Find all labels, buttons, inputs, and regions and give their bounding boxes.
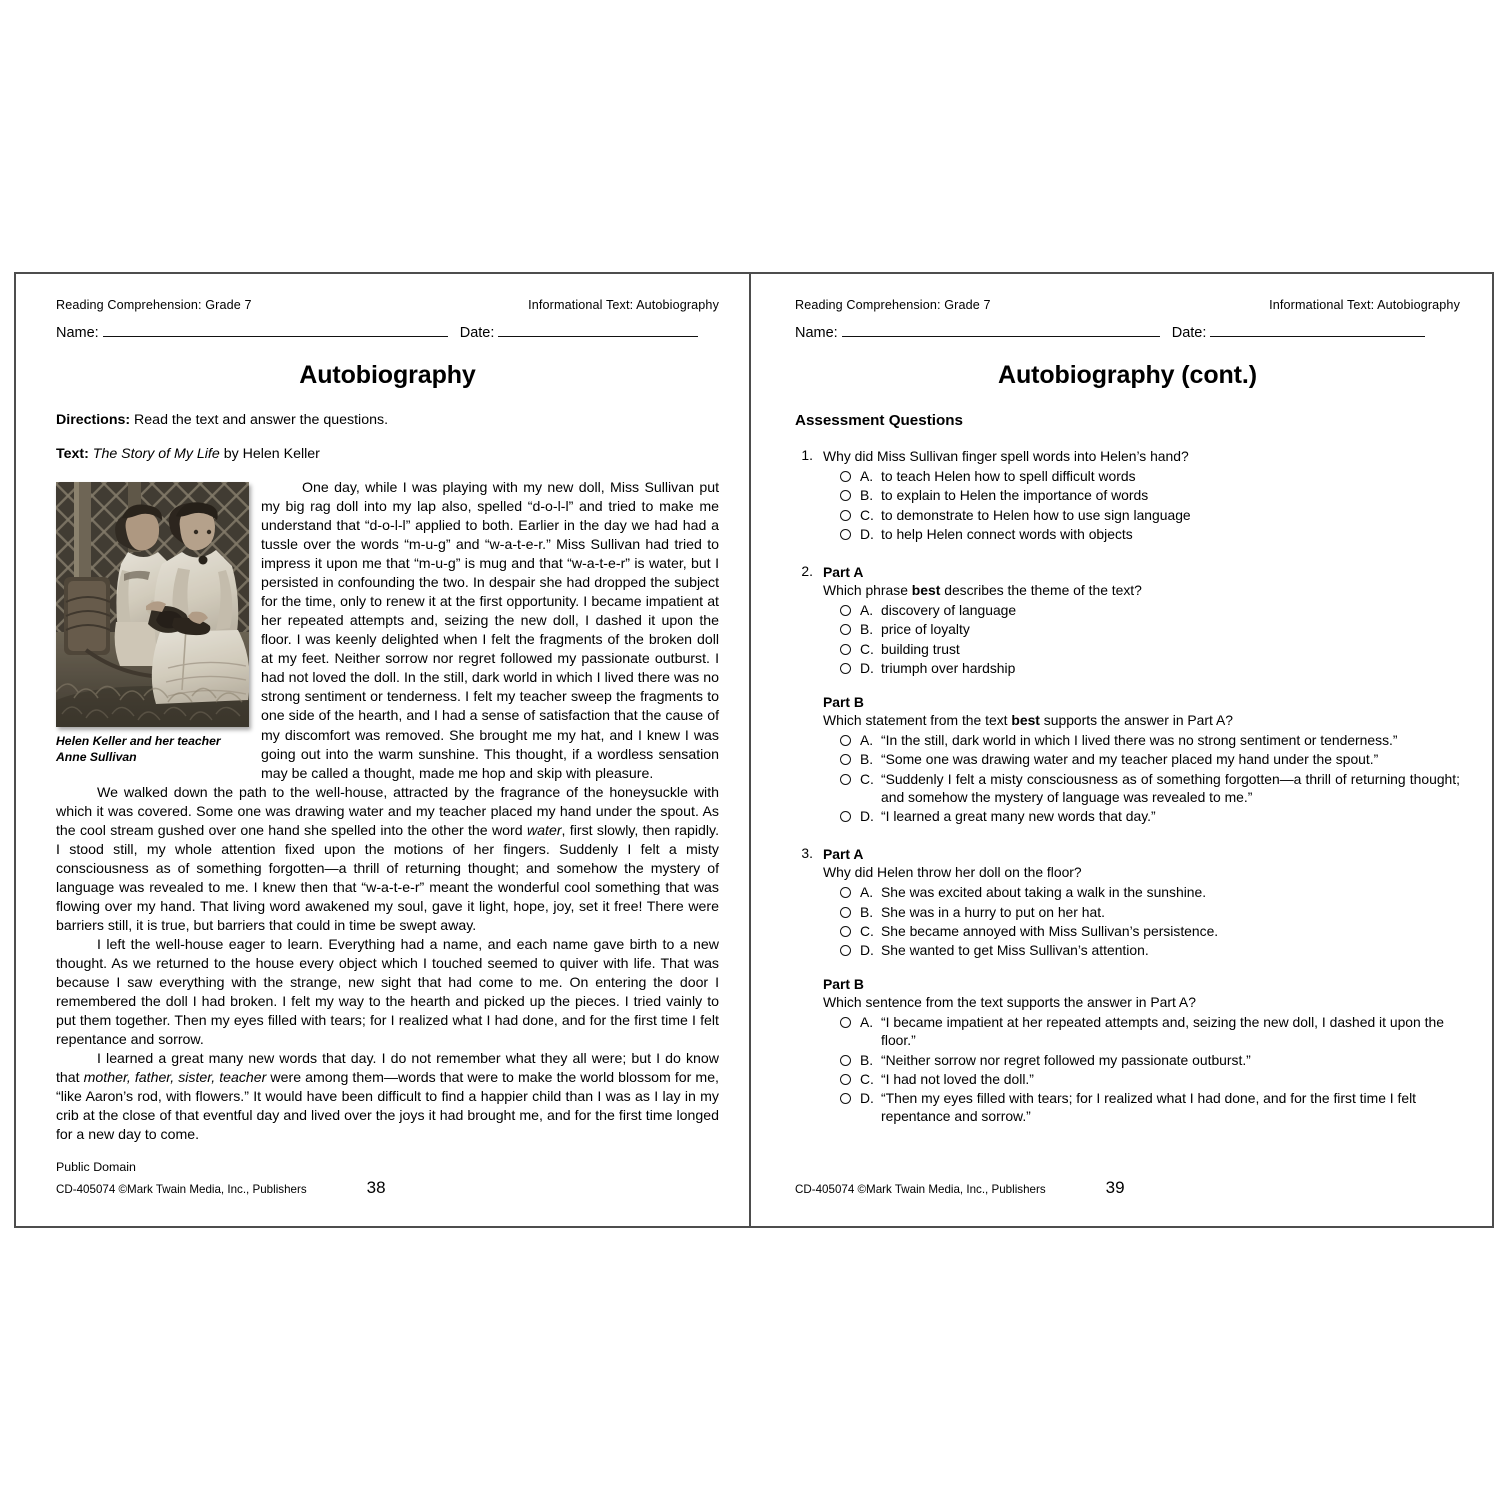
directions bbox=[56, 412, 719, 428]
name-input-line[interactable] bbox=[103, 335, 448, 337]
passage-p2-part-a: We walked down the path to the well-house, attracted by the fragrance of the honeysuckle with which it was covered. Some one was drawing water and my teacher placed my hand under the spout. As the cool stream gushed over one hand she spelled into the other the word bbox=[56, 783, 719, 838]
choice-option[interactable] bbox=[823, 807, 1460, 825]
caption-line-2: Anne Sullivan bbox=[56, 749, 137, 764]
choice-letter: B. bbox=[860, 903, 874, 920]
choice-text: “Then my eyes filled with tears; for I realized what I had done, and for the first time I felt repentance and sorrow.” bbox=[881, 1090, 1417, 1125]
date-input-line[interactable] bbox=[1210, 335, 1425, 337]
choice-text: building trust bbox=[881, 640, 960, 657]
page-footer bbox=[56, 1178, 719, 1198]
radio-bubble-icon[interactable] bbox=[840, 926, 851, 937]
part-a-label: Part A bbox=[823, 564, 864, 580]
page-title: Autobiography bbox=[299, 361, 476, 390]
page-footer bbox=[795, 1178, 1460, 1198]
choice-text: She became annoyed with Miss Sullivan’s persistence. bbox=[881, 922, 1219, 939]
passage-paragraph-2 bbox=[56, 783, 719, 935]
page-number: 39 bbox=[1105, 1178, 1125, 1197]
choice-text: She wanted to get Miss Sullivan’s attention. bbox=[881, 941, 1149, 958]
passage-paragraph-4 bbox=[56, 1049, 719, 1144]
choice-option[interactable] bbox=[823, 903, 1460, 921]
choice-option[interactable] bbox=[823, 506, 1460, 524]
photo-illustration bbox=[56, 482, 249, 727]
header-course-label: Reading Comprehension: Grade 7 bbox=[795, 298, 991, 312]
choice-group bbox=[823, 1013, 1460, 1125]
stem-post: describes the theme of the text? bbox=[940, 582, 1142, 599]
passage-p4-italic-words: mother, father, sister, teacher bbox=[83, 1069, 267, 1086]
choice-letter: A. bbox=[860, 884, 874, 901]
part-b-stem: Which sentence from the text supports the answer in Part A? bbox=[823, 994, 1196, 1011]
question-number: 1. bbox=[801, 447, 813, 464]
question-number: 2. bbox=[801, 563, 813, 579]
choice-letter: D. bbox=[860, 525, 874, 542]
choice-letter: D. bbox=[860, 941, 874, 958]
choice-option[interactable] bbox=[823, 601, 1460, 619]
choice-letter: B. bbox=[860, 621, 874, 638]
radio-bubble-icon[interactable] bbox=[840, 624, 851, 635]
radio-bubble-icon[interactable] bbox=[840, 887, 851, 898]
header-genre-label: Informational Text: Autobiography bbox=[1269, 298, 1460, 312]
passage-p2-part-b: , first slowly, then rapidly. I stood still, my whole attention fixed upon the motions of her fingers. Suddenly I felt a misty consciousness as of something forgotten—a thrill of returning thought; and somehow the mystery of language was revealed to me. I knew then that “w-a-t-e-r” meant the wonderful cool something that was flowing over my hand. That living word awakened my soul, gave it light, hope, joy, set it free! There were barriers still, it is true, but barriers that could in time be swept away. bbox=[56, 821, 719, 933]
choice-text: to demonstrate to Helen how to use sign language bbox=[881, 506, 1191, 523]
choice-letter: A. bbox=[860, 1014, 874, 1031]
radio-bubble-icon[interactable] bbox=[840, 945, 851, 956]
question-list bbox=[795, 447, 1460, 1125]
radio-bubble-icon[interactable] bbox=[840, 774, 851, 785]
choice-letter: A. bbox=[860, 732, 874, 749]
choice-text: She was in a hurry to put on her hat. bbox=[881, 903, 1105, 920]
page-left bbox=[16, 274, 751, 1226]
choice-group bbox=[823, 731, 1460, 825]
directions-label: Directions: bbox=[56, 412, 131, 429]
header-course-label: Reading Comprehension: Grade 7 bbox=[56, 298, 252, 312]
choice-letter: A. bbox=[860, 468, 874, 485]
caption-line-1: Helen Keller and her teacher bbox=[56, 734, 221, 749]
choice-letter: B. bbox=[860, 1051, 874, 1068]
radio-bubble-icon[interactable] bbox=[840, 605, 851, 616]
choice-option[interactable] bbox=[823, 467, 1460, 485]
page-title: Autobiography (cont.) bbox=[998, 361, 1257, 390]
choice-option[interactable] bbox=[823, 1089, 1460, 1125]
radio-bubble-icon[interactable] bbox=[840, 907, 851, 918]
choice-text: “In the still, dark world in which I lived there was no strong sentiment or tenderness.” bbox=[881, 732, 1398, 749]
choice-text: to help Helen connect words with objects bbox=[881, 525, 1133, 542]
choice-letter: C. bbox=[860, 1070, 874, 1087]
choice-option[interactable] bbox=[823, 941, 1460, 959]
choice-option[interactable] bbox=[823, 486, 1460, 504]
choice-option[interactable] bbox=[823, 1070, 1460, 1088]
choice-letter: C. bbox=[860, 506, 874, 523]
radio-bubble-icon[interactable] bbox=[840, 490, 851, 501]
helen-keller-anne-sullivan-photo bbox=[56, 482, 249, 727]
choice-text: triumph over hardship bbox=[881, 659, 1016, 676]
radio-bubble-icon[interactable] bbox=[840, 471, 851, 482]
part-b-block bbox=[823, 693, 1460, 825]
choice-text: “Suddenly I felt a misty consciousness as of something forgotten—a thrill of returning thought; and somehow the mystery of language was revealed to me.” bbox=[881, 770, 1460, 805]
choice-letter: A. bbox=[860, 602, 874, 619]
choice-option[interactable] bbox=[823, 1013, 1460, 1049]
footer-copyright: CD-405074 ©Mark Twain Media, Inc., Publishers bbox=[795, 1183, 1046, 1196]
choice-option[interactable] bbox=[823, 1051, 1460, 1069]
radio-bubble-icon[interactable] bbox=[840, 1074, 851, 1085]
passage-paragraph-3: I left the well-house eager to learn. Everything had a name, and each name gave birth to a new thought. As we returned to the house every object which I touched seemed to quiver with life. That was because I saw everything with the strange, new sight that had come to me. On entering the door I remembered the doll I had broken. I felt my way to the hearth and picked up the pieces. I tried vainly to put them together. Then my eyes filled with tears; for I realized what I had done, and for the first time I felt repentance and sorrow. bbox=[56, 935, 719, 1048]
radio-bubble-icon[interactable] bbox=[840, 663, 851, 674]
choice-option[interactable] bbox=[823, 883, 1460, 901]
stem-emphasis: best bbox=[911, 582, 941, 599]
directions-text: Read the text and answer the questions. bbox=[130, 412, 389, 429]
radio-bubble-icon[interactable] bbox=[840, 811, 851, 822]
date-label: Date: bbox=[459, 325, 495, 342]
question-3 bbox=[795, 845, 1460, 1125]
choice-text: “Neither sorrow nor regret followed my passionate outburst.” bbox=[881, 1051, 1251, 1068]
choice-option[interactable] bbox=[823, 659, 1460, 677]
choice-letter: D. bbox=[860, 807, 874, 824]
name-date-row bbox=[795, 325, 1460, 341]
worksheet-spread bbox=[14, 272, 1494, 1228]
date-label: Date: bbox=[1171, 325, 1207, 342]
choice-letter: C. bbox=[860, 922, 874, 939]
choice-letter: D. bbox=[860, 1090, 874, 1107]
question-1 bbox=[795, 447, 1460, 543]
radio-bubble-icon[interactable] bbox=[840, 1093, 851, 1104]
choice-option[interactable] bbox=[823, 922, 1460, 940]
question-number: 3. bbox=[801, 845, 813, 862]
radio-bubble-icon[interactable] bbox=[840, 735, 851, 746]
choice-group bbox=[823, 883, 1460, 959]
source-text-line bbox=[56, 446, 719, 462]
public-domain-note: Public Domain bbox=[56, 1160, 136, 1175]
page-header bbox=[795, 298, 1460, 313]
stem-pre: Which statement from the text bbox=[823, 712, 1012, 729]
page-right bbox=[751, 274, 1492, 1226]
part-a-stem bbox=[823, 581, 1460, 599]
choice-letter: B. bbox=[860, 487, 874, 504]
question-stem: Why did Miss Sullivan finger spell words into Helen’s hand? bbox=[823, 448, 1189, 465]
passage-paragraph-1: One day, while I was playing with my new doll, Miss Sullivan put my big rag doll into my lap also, spelled “d-o-l-l” and tried to make me understand that “d-o-l-l” applied to both. Earlier in the day we had had a tussle over the words “m-u-g” and “w-a-t-e-r.” Miss Sullivan had tried to impress it upon me that “m-u-g” is mug and that “w-a-t-e-r” is water, but I persisted in confounding the two. In despair she had dropped the subject for the time, only to renew it at the first opportunity. I became impatient at her repeated attempts and, seizing the new doll, I dashed it upon the floor. I was keenly delighted when I felt the fragments of the broken doll at my feet. Neither sorrow nor regret followed my passionate outburst. I had not loved the doll. In the still, dark world in which I lived there was no strong sentiment or tenderness. I felt my teacher sweep the fragments to one side of the hearth, and I had a sense of satisfaction that the cause of my discomfort was removed. She brought me my hat, and I knew I was going out into the warm sunshine. This thought, if a wordless sensation may be called a thought, made me hop and skip with pleasure. bbox=[261, 479, 719, 781]
text-title: The Story of My Life bbox=[92, 446, 220, 463]
stem-pre: Which phrase bbox=[823, 582, 912, 599]
name-label: Name: bbox=[56, 325, 99, 342]
footer-copyright: CD-405074 ©Mark Twain Media, Inc., Publishers bbox=[56, 1183, 307, 1196]
choice-letter: C. bbox=[860, 640, 874, 657]
choice-option[interactable] bbox=[823, 640, 1460, 658]
radio-bubble-icon[interactable] bbox=[840, 510, 851, 521]
choice-text: price of loyalty bbox=[881, 621, 970, 638]
date-input-line[interactable] bbox=[498, 335, 698, 337]
choice-option[interactable] bbox=[823, 525, 1460, 543]
choice-option[interactable] bbox=[823, 731, 1460, 749]
choice-group bbox=[823, 467, 1460, 543]
text-label: Text: bbox=[56, 446, 89, 463]
choice-group bbox=[823, 601, 1460, 677]
choice-letter: C. bbox=[860, 770, 874, 787]
passage-p4-part-a: I learned a great many new words that day. I do not remember what they all were; but I do know that bbox=[56, 1050, 719, 1086]
radio-bubble-icon[interactable] bbox=[840, 1055, 851, 1066]
choice-text: She was excited about taking a walk in the sunshine. bbox=[881, 884, 1207, 901]
choice-text: to teach Helen how to spell difficult words bbox=[881, 468, 1136, 485]
text-author: by Helen Keller bbox=[219, 446, 320, 463]
radio-bubble-icon[interactable] bbox=[840, 754, 851, 765]
choice-letter: B. bbox=[860, 751, 874, 768]
choice-text: to explain to Helen the importance of words bbox=[881, 487, 1149, 504]
radio-bubble-icon[interactable] bbox=[840, 644, 851, 655]
figure-caption bbox=[56, 734, 249, 765]
header-genre-label: Informational Text: Autobiography bbox=[528, 298, 719, 312]
part-a-stem: Why did Helen throw her doll on the floor? bbox=[823, 864, 1082, 881]
page-number: 38 bbox=[366, 1178, 386, 1197]
part-b-label: Part B bbox=[823, 693, 864, 710]
assessment-questions-heading: Assessment Questions bbox=[795, 412, 963, 430]
name-label: Name: bbox=[795, 325, 838, 342]
choice-text: “I learned a great many new words that day.” bbox=[881, 807, 1156, 824]
reading-passage bbox=[56, 478, 719, 1144]
stem-post: supports the answer in Part A? bbox=[1039, 712, 1233, 729]
choice-text: “I had not loved the doll.” bbox=[881, 1070, 1034, 1087]
figure-helen-keller bbox=[56, 482, 249, 765]
choice-text: “I became impatient at her repeated attempts and, seizing the new doll, I dashed it upon the floor.” bbox=[881, 1014, 1444, 1049]
choice-option[interactable] bbox=[823, 770, 1460, 806]
question-2 bbox=[795, 563, 1460, 825]
name-input-line[interactable] bbox=[842, 335, 1160, 337]
choice-option[interactable] bbox=[823, 620, 1460, 638]
part-b-stem bbox=[823, 711, 1460, 729]
choice-text: discovery of language bbox=[881, 602, 1017, 619]
radio-bubble-icon[interactable] bbox=[840, 1017, 851, 1028]
choice-text: “Some one was drawing water and my teacher placed my hand under the spout.” bbox=[881, 751, 1379, 768]
name-date-row bbox=[56, 325, 719, 341]
part-a-label: Part A bbox=[823, 846, 864, 863]
passage-p4-part-b: were among them—words that were to make the world blossom for me, “like Aaron’s rod, with flowers.” It would have been difficult to find a happier child than I was as I lay in my crib at the close of that eventful day and lived over the joys it had brought me, and for the first time longed for a new day to come. bbox=[56, 1069, 719, 1143]
part-b-label: Part B bbox=[823, 976, 864, 993]
radio-bubble-icon[interactable] bbox=[840, 529, 851, 540]
stem-emphasis: best bbox=[1011, 712, 1040, 729]
page-header bbox=[56, 298, 719, 313]
choice-letter: D. bbox=[860, 659, 874, 676]
choice-option[interactable] bbox=[823, 750, 1460, 768]
passage-p2-italic-word: water bbox=[526, 821, 562, 838]
part-b-block bbox=[823, 975, 1460, 1125]
